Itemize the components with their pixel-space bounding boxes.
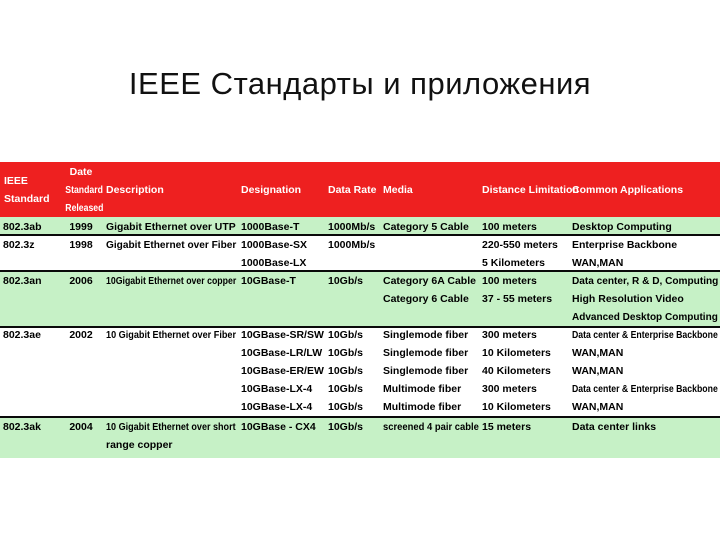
cell-designation bbox=[241, 236, 325, 272]
cell-line: 10GBase-LX-4 bbox=[241, 383, 313, 395]
cell-standard bbox=[3, 326, 55, 344]
cell-data-rate bbox=[328, 218, 380, 236]
header-distance: Distance Limitation bbox=[482, 184, 579, 196]
cell-line: 1000Base-LX bbox=[241, 257, 307, 269]
header-data-rate: Data Rate bbox=[328, 184, 377, 196]
cell-line: WAN,MAN bbox=[572, 365, 624, 377]
cell-line: WAN,MAN bbox=[572, 347, 624, 359]
cell-line: 10GBase-LR/LW bbox=[241, 347, 323, 359]
cell-line: 1998 bbox=[69, 239, 93, 251]
cell-line: High Resolution Video bbox=[572, 293, 684, 305]
header-standard: IEEE Standard bbox=[4, 175, 50, 205]
cell-description bbox=[106, 272, 236, 290]
cell-line: Singlemode fiber bbox=[383, 365, 469, 377]
cell-line: 10GBase-T bbox=[241, 275, 296, 287]
cell-line: Data center links bbox=[572, 421, 657, 433]
cell-line: 1000Base-T bbox=[241, 221, 300, 233]
cell-designation bbox=[241, 272, 325, 290]
cell-line: 1000Mb/s bbox=[328, 239, 376, 251]
cell-line: 10GBase-ER/EW bbox=[241, 365, 324, 377]
cell-designation bbox=[241, 326, 325, 416]
cell-applications bbox=[572, 272, 718, 326]
cell-applications bbox=[572, 326, 718, 416]
cell-line: 1999 bbox=[69, 221, 93, 233]
cell-line: 802.3ak bbox=[3, 421, 41, 433]
cell-line: 10Gb/s bbox=[328, 401, 364, 413]
cell-line: 10Gb/s bbox=[328, 421, 364, 433]
cell-line: 100 meters bbox=[482, 221, 537, 233]
cell-line: Gigabit Ethernet over Fiber bbox=[106, 239, 237, 251]
cell-data-rate bbox=[328, 272, 380, 290]
cell-line: 300 meters bbox=[482, 329, 537, 341]
cell-line: Advanced Desktop Computing bbox=[572, 311, 718, 323]
cell-date bbox=[62, 326, 100, 344]
cell-line: Gigabit Ethernet over UTP bbox=[106, 221, 236, 233]
cell-applications bbox=[572, 418, 718, 436]
cell-line: 10GBase-SR/SW bbox=[241, 329, 324, 341]
cell-line: Desktop Computing bbox=[572, 221, 672, 233]
cell-description bbox=[106, 326, 236, 344]
header-media: Media bbox=[383, 184, 413, 196]
cell-distance bbox=[482, 236, 568, 272]
cell-line: 5 Kilometers bbox=[482, 257, 546, 269]
cell-line: 1000Base-SX bbox=[241, 239, 307, 251]
cell-line: WAN,MAN bbox=[572, 401, 624, 413]
cell-distance bbox=[482, 326, 568, 416]
cell-line: 10 Kilometers bbox=[482, 401, 551, 413]
cell-distance bbox=[482, 418, 568, 436]
cell-line: screened 4 pair cable bbox=[383, 421, 479, 433]
cell-line: 10Gb/s bbox=[328, 275, 364, 287]
cell-line: 37 - 55 meters bbox=[482, 293, 553, 305]
cell-line: 40 Kilometers bbox=[482, 365, 551, 377]
cell-line: range copper bbox=[106, 439, 173, 451]
cell-standard bbox=[3, 218, 55, 236]
cell-line: 10GBase-LX-4 bbox=[241, 401, 313, 413]
cell-line: Category 6A Cable bbox=[383, 275, 476, 287]
cell-media bbox=[383, 272, 479, 308]
cell-distance bbox=[482, 218, 568, 236]
header-designation: Designation bbox=[241, 184, 302, 196]
cell-line: 802.3an bbox=[3, 275, 42, 287]
cell-date bbox=[62, 218, 100, 236]
cell-media bbox=[383, 218, 479, 236]
cell-line: 10Gb/s bbox=[328, 365, 364, 377]
cell-applications bbox=[572, 236, 718, 272]
cell-standard bbox=[3, 272, 55, 290]
cell-line: 10Gb/s bbox=[328, 383, 364, 395]
cell-line: Data center, R & D, Computing bbox=[572, 275, 719, 287]
cell-line: 2004 bbox=[69, 421, 93, 433]
cell-line: 100 meters bbox=[482, 275, 537, 287]
cell-data-rate bbox=[328, 236, 380, 254]
cell-line: Singlemode fiber bbox=[383, 329, 469, 341]
ieee-standards-table bbox=[0, 162, 720, 458]
cell-description bbox=[106, 218, 236, 236]
cell-line: 300 meters bbox=[482, 383, 537, 395]
cell-line: 10Gigabit Ethernet over copper bbox=[106, 275, 237, 287]
cell-line: 10 Gigabit Ethernet over short bbox=[106, 421, 236, 433]
cell-date bbox=[62, 272, 100, 290]
cell-line: 802.3ae bbox=[3, 329, 41, 341]
cell-line: Singlemode fiber bbox=[383, 347, 469, 359]
cell-line: Data center & Enterprise Backbone bbox=[572, 329, 718, 341]
cell-data-rate bbox=[328, 326, 380, 416]
cell-line: 2006 bbox=[69, 275, 93, 287]
cell-line: Data center & Enterprise Backbone bbox=[572, 383, 718, 395]
cell-standard bbox=[3, 236, 55, 254]
cell-line: Category 6 Cable bbox=[383, 293, 469, 305]
cell-line: Multimode fiber bbox=[383, 401, 462, 413]
cell-media bbox=[383, 326, 479, 416]
cell-line: Category 5 Cable bbox=[383, 221, 469, 233]
cell-line: 802.3z bbox=[3, 239, 35, 251]
cell-line: WAN,MAN bbox=[572, 257, 624, 269]
cell-line: 10GBase - CX4 bbox=[241, 421, 316, 433]
cell-line: 220-550 meters bbox=[482, 239, 558, 251]
cell-media bbox=[383, 418, 479, 436]
cell-line: 10Gb/s bbox=[328, 329, 364, 341]
cell-designation bbox=[241, 418, 325, 436]
cell-applications bbox=[572, 218, 718, 236]
cell-designation bbox=[241, 218, 325, 236]
cell-line: Multimode fiber bbox=[383, 383, 462, 395]
cell-line: 15 meters bbox=[482, 421, 532, 433]
cell-line: 10Gb/s bbox=[328, 347, 364, 359]
cell-date bbox=[62, 236, 100, 254]
header-date: Date Standard Released bbox=[65, 166, 104, 214]
cell-standard bbox=[3, 418, 55, 436]
cell-date bbox=[62, 418, 100, 436]
cell-line: 10 Kilometers bbox=[482, 347, 551, 359]
cell-line: 2002 bbox=[69, 329, 93, 341]
header-applications: Common Applications bbox=[572, 184, 684, 196]
cell-data-rate bbox=[328, 418, 380, 436]
cell-description bbox=[106, 236, 236, 254]
slide-title: IEEE Стандарты и приложения bbox=[128, 66, 592, 101]
header-description: Description bbox=[106, 184, 164, 196]
cell-line: 1000Mb/s bbox=[328, 221, 376, 233]
cell-line: 10 Gigabit Ethernet over Fiber bbox=[106, 329, 237, 341]
cell-description bbox=[106, 418, 236, 454]
cell-line: Enterprise Backbone bbox=[572, 239, 678, 251]
cell-line: 802.3ab bbox=[3, 221, 42, 233]
cell-distance bbox=[482, 272, 568, 308]
